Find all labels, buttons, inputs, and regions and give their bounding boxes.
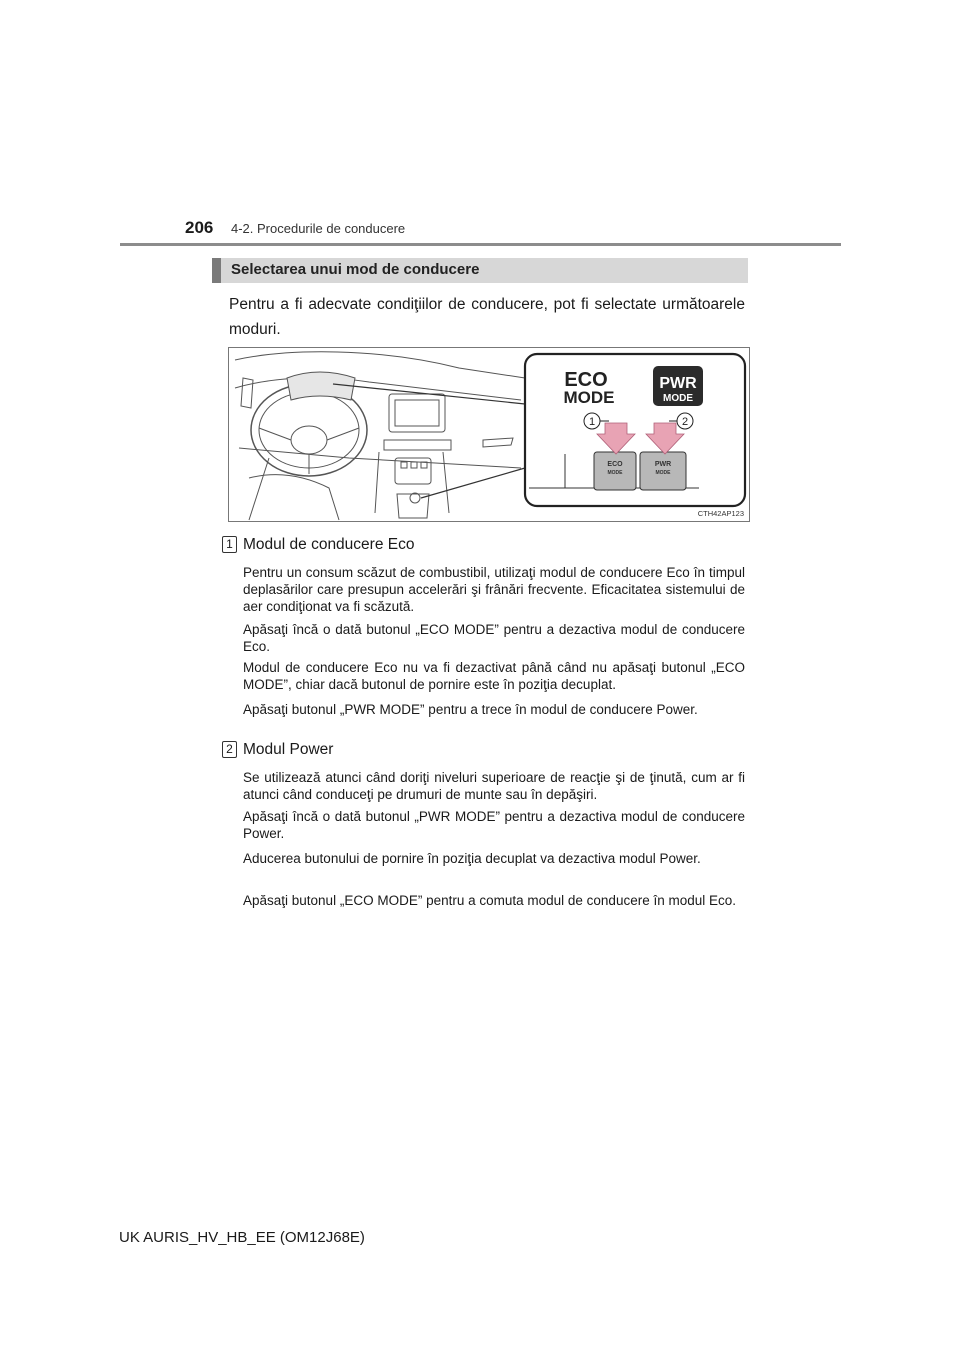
eco-button-line2: MODE bbox=[607, 470, 623, 476]
section-path: 4-2. Procedurile de conducere bbox=[231, 221, 406, 236]
dashboard-figure bbox=[228, 347, 750, 522]
page-number: 206 bbox=[185, 218, 214, 237]
eco-icon-line1: ECO bbox=[564, 369, 608, 391]
intro-text: Pentru a fi adecvate condiţiilor de conducere, pot fi selectate următoarele moduri. bbox=[229, 296, 745, 338]
mode-2-title: Modul Power bbox=[243, 741, 334, 758]
header-rule bbox=[120, 243, 841, 246]
section-title: Selectarea unui mod de conducere bbox=[231, 261, 480, 278]
dashboard-illustration bbox=[229, 348, 749, 521]
document-code: UK AURIS_HV_HB_EE (OM12J68E) bbox=[119, 1229, 365, 1246]
pwr-icon-line2: MODE bbox=[663, 393, 693, 404]
mode-1-paragraph-3: Modul de conducere Eco nu va fi dezactivat până când nu apăsaţi butonul „ECO MODE”, chiar dacă butonul de pornire este în poziţia decuplat. bbox=[243, 660, 745, 692]
mode-1-paragraph-2: Apăsaţi încă o dată butonul „ECO MODE” pentru a dezactiva modul de conducere Eco. bbox=[243, 622, 745, 654]
eco-icon-line2: MODE bbox=[563, 388, 615, 407]
mode-2-paragraph-2: Apăsaţi încă o dată butonul „PWR MODE” pentru a dezactiva modul de conducere Power. bbox=[243, 809, 745, 841]
callout-1: 1 bbox=[588, 416, 596, 428]
mode-1-title: Modul de conducere Eco bbox=[243, 536, 415, 553]
figure-code: CTH42AP123 bbox=[697, 509, 744, 518]
pwr-button-line1: PWR bbox=[654, 461, 672, 468]
callout-2: 2 bbox=[681, 416, 689, 428]
section-title-bar bbox=[212, 258, 748, 283]
mode-2-paragraph-4: Apăsaţi butonul „ECO MODE” pentru a comuta modul de conducere în modul Eco. bbox=[243, 893, 737, 908]
mode-2-paragraph-3: Aducerea butonului de pornire în poziţia decuplat va dezactiva modul Power. bbox=[243, 851, 701, 866]
item-number-badge-1: 1 bbox=[222, 536, 237, 553]
eco-button-line1: ECO bbox=[607, 461, 623, 468]
item-number-badge-2: 2 bbox=[222, 741, 237, 758]
pwr-button-line2: MODE bbox=[655, 470, 671, 476]
pwr-icon-line1: PWR bbox=[659, 375, 697, 392]
mode-1-paragraph-1: Pentru un consum scăzut de combustibil, utilizaţi modul de conducere Eco în timpul deplasărilor care presupun accelerări şi frânări frecvente. Eficacitatea sistemului de aer condiţionat va fi scăzută. bbox=[243, 565, 745, 614]
mode-1-paragraph-4: Apăsaţi butonul „PWR MODE” pentru a trece în modul de conducere Power. bbox=[243, 702, 698, 717]
mode-2-paragraph-1: Se utilizează atunci când doriţi niveluri superioare de reacţie şi de ţinută, cum ar fi atunci când conduceţi pe drumuri de munte sau în depăşiri. bbox=[243, 770, 745, 802]
